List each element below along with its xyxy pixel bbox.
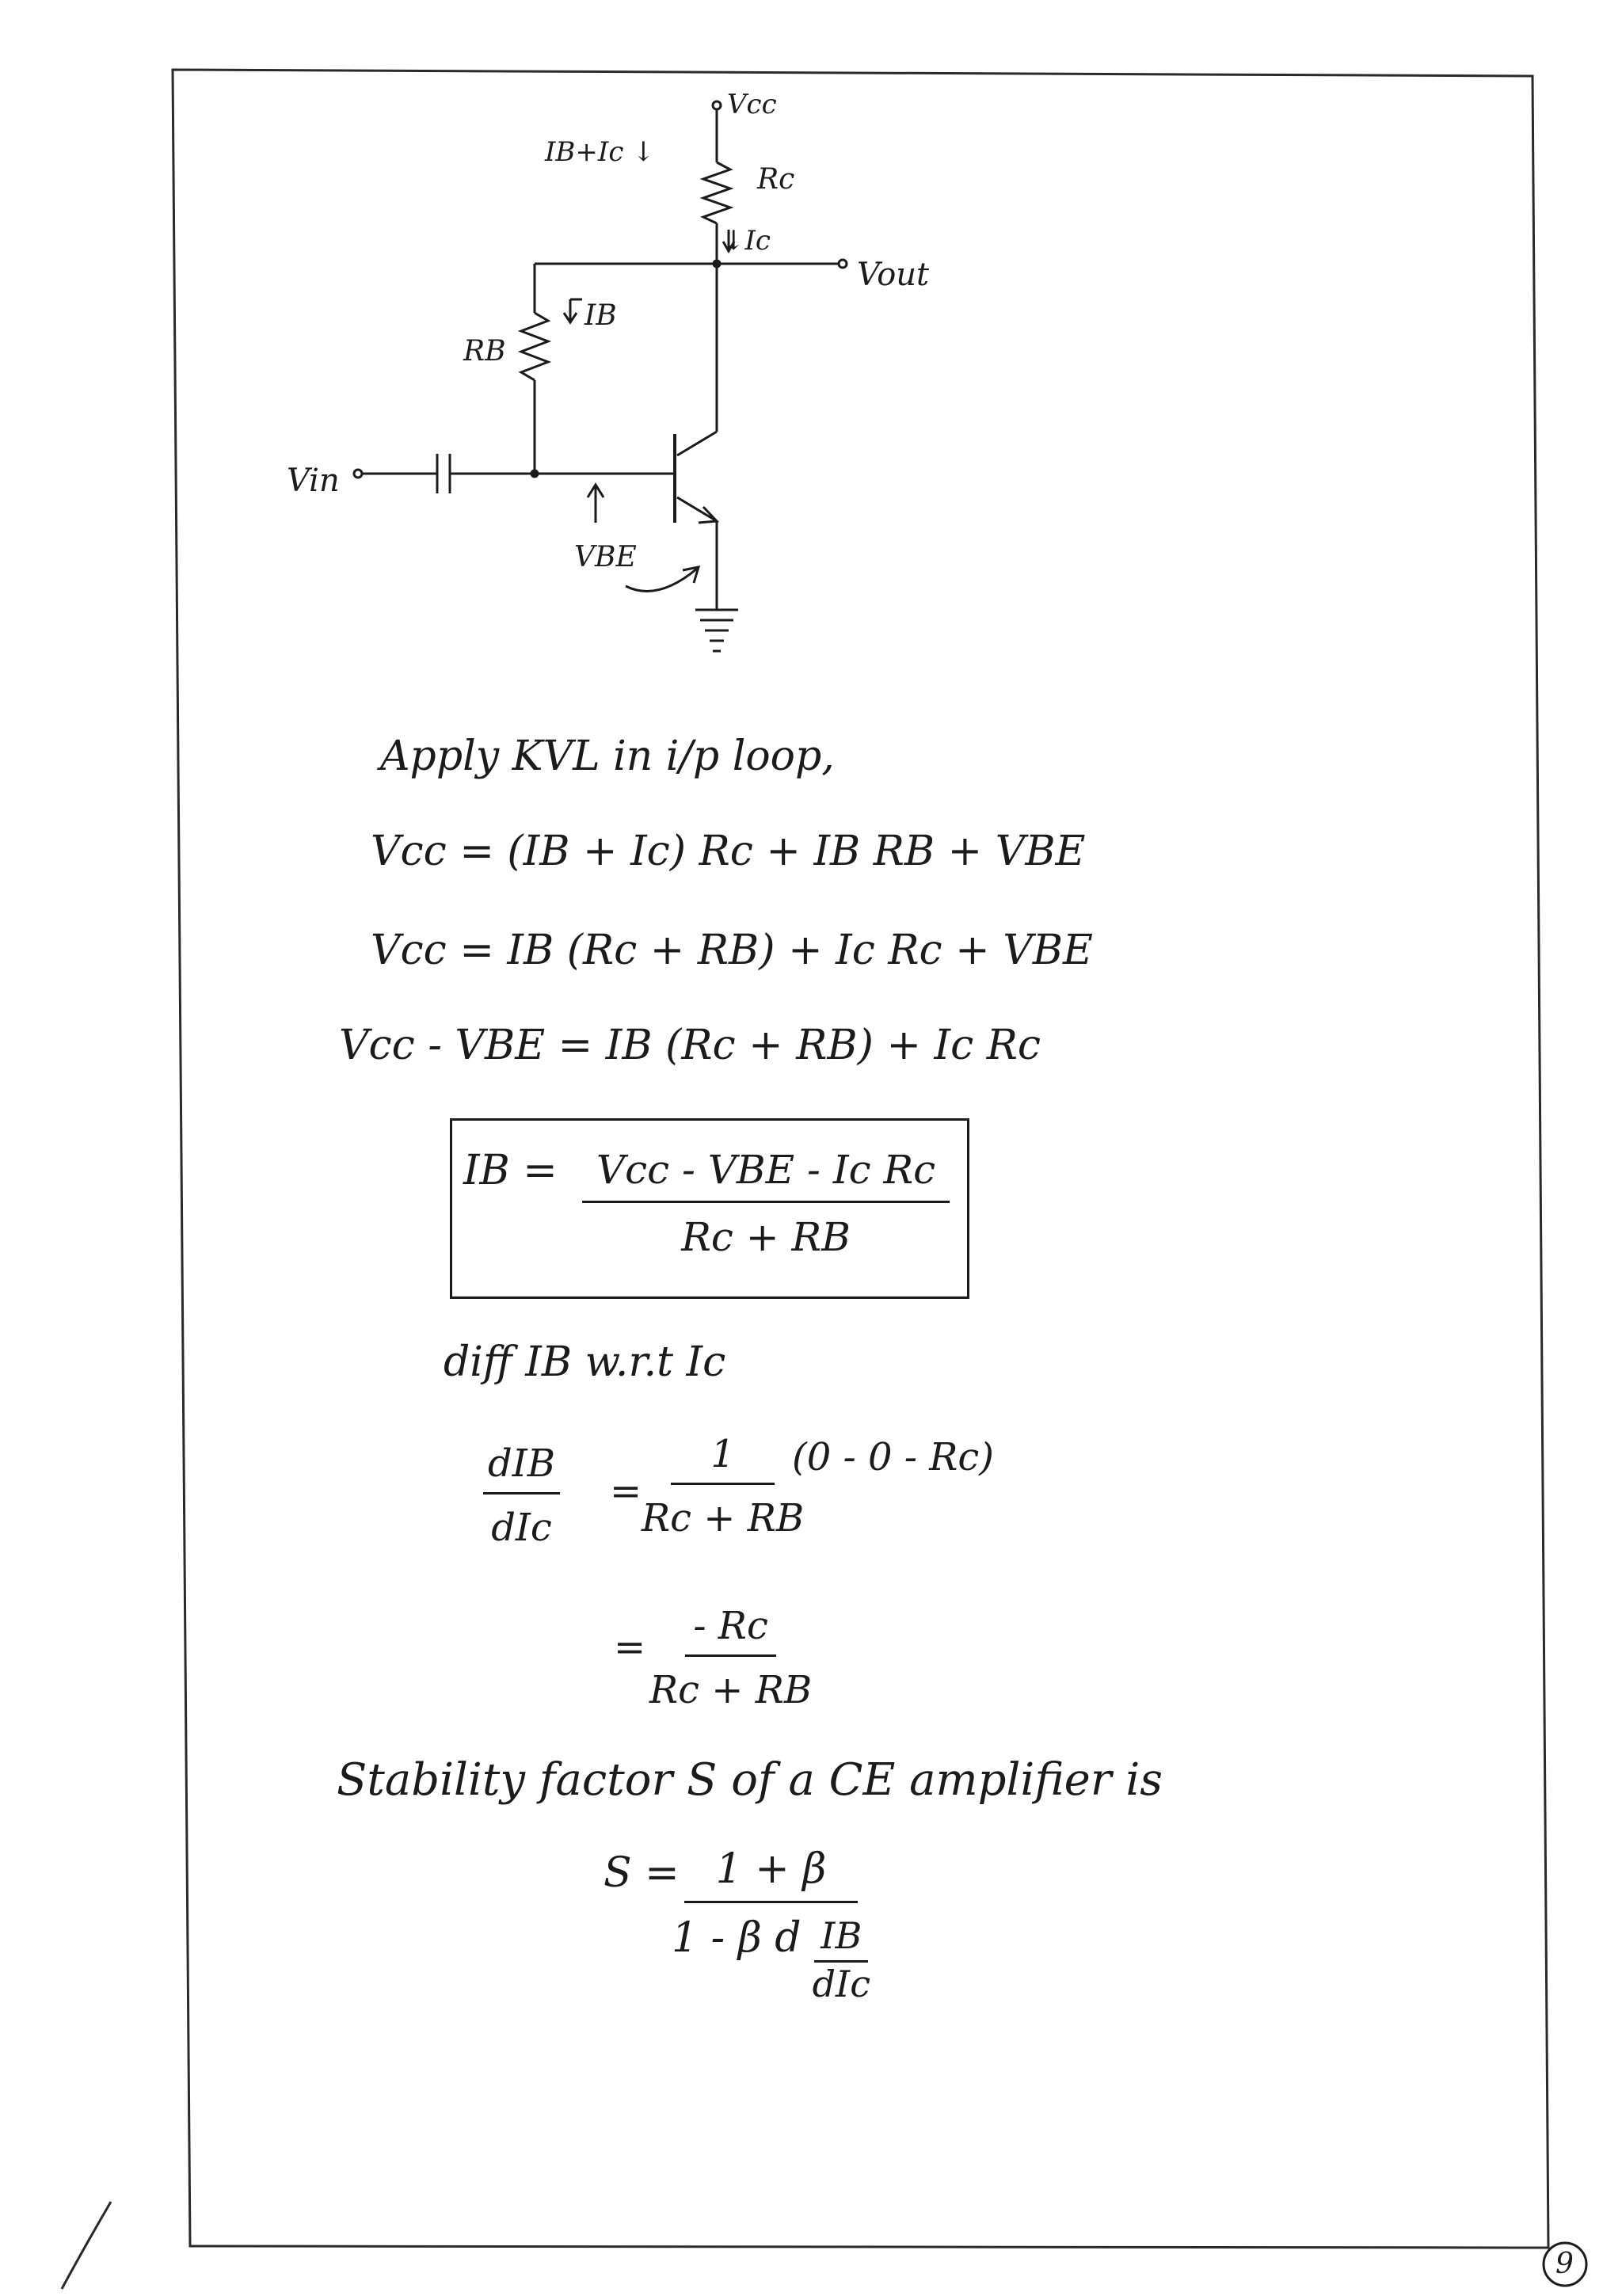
- page-number: 9: [1555, 2248, 1574, 2280]
- derivative-lhs: [483, 1441, 560, 1550]
- s-denominator-derivative: [813, 1914, 870, 2005]
- rb-label: RB: [463, 335, 506, 367]
- derivative-equals: =: [610, 1469, 642, 1514]
- derivative-denominator: dIc: [491, 1506, 552, 1550]
- kvl-heading: Apply KVL in i/p loop,: [380, 733, 835, 780]
- s-denominator-derivative-den: dIc: [812, 1963, 870, 2005]
- boxed-ib-numerator: Vcc - VBE - Ic Rc: [582, 1147, 950, 1203]
- rb-resistor: [521, 313, 548, 380]
- derivative-rhs-fraction: [642, 1432, 804, 1540]
- ic-label: ↓Ic: [722, 225, 771, 257]
- diff-line: diff IB w.r.t Ic: [444, 1338, 726, 1386]
- vout-label: Vout: [857, 257, 930, 293]
- ib-label: IB: [584, 299, 617, 332]
- vcc-label: Vcc: [727, 89, 777, 120]
- s-lhs: S =: [603, 1849, 680, 1897]
- vin-label: Vin: [287, 463, 340, 499]
- s-denominator-prefix: 1 - β d: [672, 1914, 801, 1962]
- equation-3: Vcc - VBE = IB (Rc + RB) + Ic Rc: [339, 1022, 1041, 1069]
- derivative-rhs-den: Rc + RB: [642, 1496, 805, 1540]
- vin-terminal: [354, 470, 362, 478]
- boxed-ib-denominator: Rc + RB: [681, 1214, 851, 1260]
- result-fraction: [649, 1604, 812, 1712]
- boxed-ib-lhs: IB =: [463, 1147, 558, 1194]
- result-denominator: Rc + RB: [649, 1668, 813, 1712]
- rc-label: Rc: [757, 163, 795, 196]
- s-denominator-derivative-num: IB: [814, 1914, 868, 1963]
- derivative-rhs-one: 1: [671, 1432, 775, 1485]
- equation-2: Vcc = IB (Rc + RB) + Ic Rc + VBE: [371, 927, 1094, 974]
- rc-resistor: [703, 162, 730, 223]
- s-denominator: [672, 1903, 870, 2005]
- result-numerator: - Rc: [685, 1604, 776, 1657]
- result-equals: =: [614, 1625, 646, 1670]
- derivative-zero-terms: (0 - 0 - Rc): [792, 1435, 995, 1479]
- s-numerator: 1 + β: [684, 1845, 859, 1903]
- equation-1: Vcc = (IB + Ic) Rc + IB RB + VBE: [371, 828, 1086, 875]
- vbe-label: VBE: [574, 541, 637, 573]
- s-fraction: [672, 1845, 870, 2005]
- vout-terminal: [839, 260, 847, 268]
- boxed-ib-fraction: [582, 1147, 950, 1260]
- ib-plus-ic-label: IB+Ic ↓: [545, 136, 655, 168]
- margin-stroke: [62, 2202, 111, 2289]
- derivative-numerator: dIB: [483, 1441, 560, 1494]
- vcc-terminal: [713, 101, 721, 109]
- stability-line: Stability factor S of a CE amplifier is: [337, 1754, 1163, 1806]
